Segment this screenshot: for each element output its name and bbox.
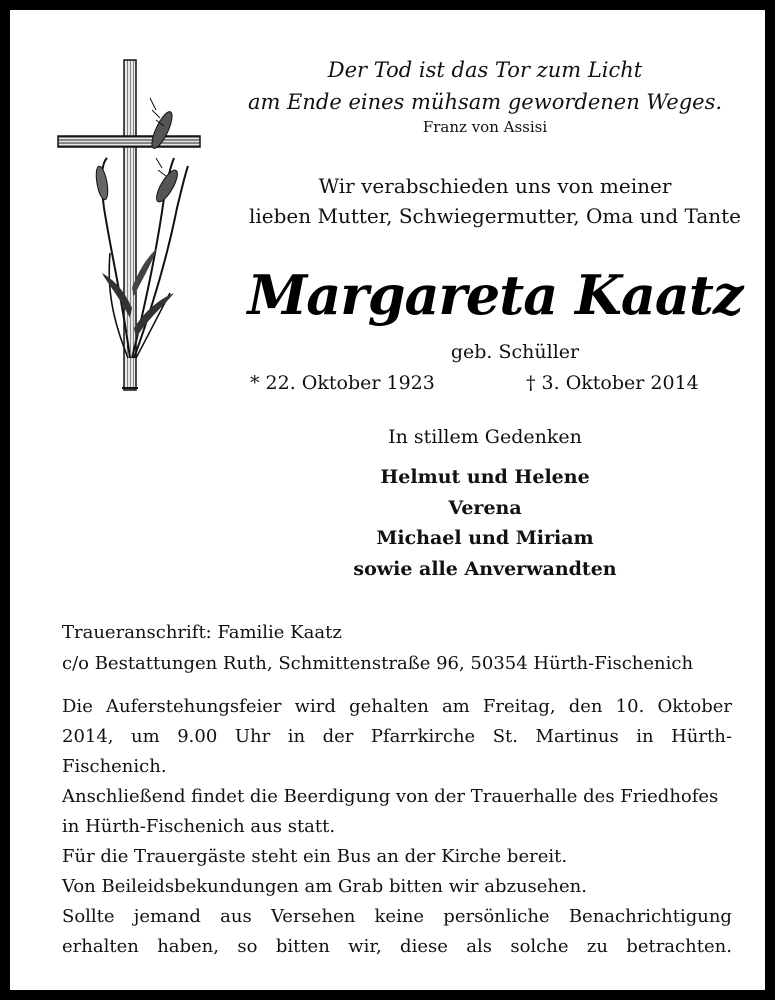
service-line-9 xyxy=(62,932,732,962)
mourner-line: Michael und Miriam xyxy=(376,527,594,549)
quote-line-2: am Ende eines mühsam gewordenen Weges. xyxy=(247,90,723,114)
deceased-name: Margareta Kaatz xyxy=(247,263,743,327)
mourners-list xyxy=(210,462,760,584)
service-text xyxy=(62,692,732,962)
word: 10. xyxy=(615,696,645,717)
word: in xyxy=(287,726,306,747)
service-line-1 xyxy=(62,692,732,722)
word: so xyxy=(237,936,258,957)
word: als xyxy=(466,936,492,957)
word: solche xyxy=(510,936,569,957)
intro-line-1: Wir verabschieden uns von meiner xyxy=(318,174,672,198)
intro-line-2: lieben Mutter, Schwiegermutter, Oma und Tante xyxy=(248,204,742,228)
mourner-line: sowie alle Anverwandten xyxy=(353,557,617,580)
word: jemand xyxy=(133,906,201,927)
word: Versehen xyxy=(270,906,356,927)
cross-with-wheat-icon xyxy=(52,58,212,398)
service-line-6: Für die Trauergäste steht ein Bus an der Kirche bereit. xyxy=(62,846,568,867)
word: in xyxy=(636,726,654,747)
quote-line-1: Der Tod ist das Tor zum Licht xyxy=(327,58,643,82)
address-line-2: c/o Bestattungen Ruth, Schmittenstraße 96, 50354 Hürth-Fischenich xyxy=(62,653,694,674)
service-line-3: Fischenich. xyxy=(62,756,167,777)
word: aus xyxy=(220,906,252,927)
word: gehalten xyxy=(349,696,429,717)
word: haben, xyxy=(157,936,220,957)
service-line-4: Anschließend findet die Beerdigung von der Trauerhalle des Friedhofes xyxy=(62,786,719,807)
word: bitten xyxy=(275,936,330,957)
word: wir, xyxy=(348,936,382,957)
mourning-address xyxy=(62,617,693,679)
word: am xyxy=(441,696,470,717)
word: der xyxy=(322,726,354,747)
word: Freitag, xyxy=(482,696,556,717)
birth-name: geb. Schüller xyxy=(450,341,580,363)
word: Oktober xyxy=(657,696,732,717)
word: um xyxy=(131,726,160,747)
service-line-2 xyxy=(62,722,732,752)
service-line-8 xyxy=(62,902,732,932)
word: Auferstehungsfeier xyxy=(105,696,282,717)
death-date: † 3. Oktober 2014 xyxy=(526,372,699,394)
word: zu xyxy=(586,936,608,957)
word: St. xyxy=(492,726,519,747)
memorial-heading: In stillem Gedenken xyxy=(388,426,582,448)
service-line-7: Von Beileidsbekundungen am Grab bitten wir abzusehen. xyxy=(62,876,587,897)
word: Pfarrkirche xyxy=(370,726,476,747)
word: den xyxy=(568,696,603,717)
word: wird xyxy=(294,696,336,717)
mourner-line: Verena xyxy=(448,496,522,519)
mourner-line: Helmut und Helene xyxy=(380,466,590,488)
word: Martinus xyxy=(535,726,619,747)
word: Hürth- xyxy=(671,726,732,747)
word: persönliche xyxy=(443,906,550,927)
word: Die xyxy=(62,696,93,717)
address-line-1: Traueranschrift: Familie Kaatz xyxy=(62,622,342,643)
word: betrachten. xyxy=(626,936,732,957)
quote-author: Franz von Assisi xyxy=(422,118,548,136)
birth-date: * 22. Oktober 1923 xyxy=(250,372,435,394)
word: 2014, xyxy=(62,726,114,747)
word: diese xyxy=(400,936,448,957)
service-line-5: in Hürth-Fischenich aus statt. xyxy=(62,816,336,837)
word: Sollte xyxy=(62,906,115,927)
word: erhalten xyxy=(62,936,139,957)
word: keine xyxy=(374,906,425,927)
word: 9.00 xyxy=(177,726,218,747)
word: Benachrichtigung xyxy=(568,906,732,927)
word: Uhr xyxy=(234,726,271,747)
